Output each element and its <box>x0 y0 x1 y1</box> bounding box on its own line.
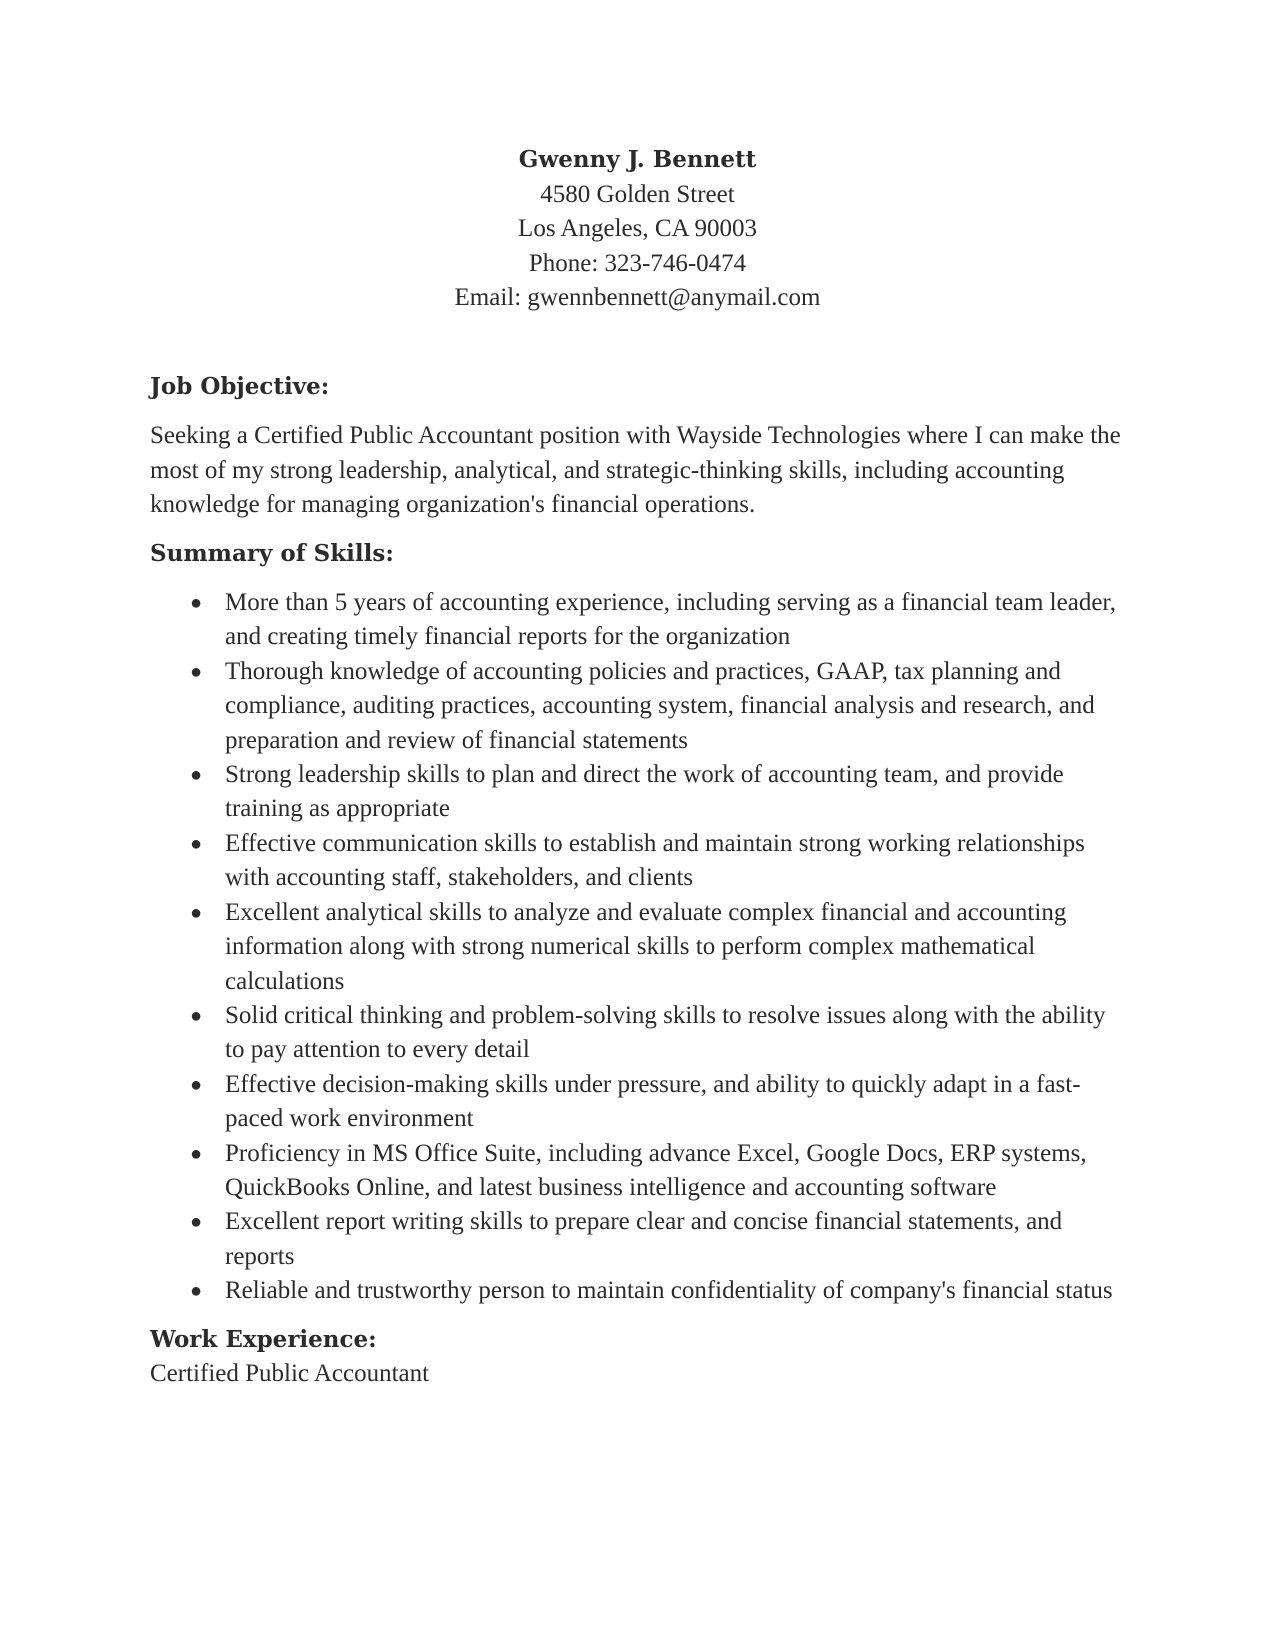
skill-item <box>150 655 1130 758</box>
skill-text: Excellent report writing skills to prepare clear and concise financial statements, and reports <box>225 1208 1063 1270</box>
bullet-icon: ● <box>190 1280 203 1303</box>
experience-heading: Work Experience: <box>150 1325 377 1353</box>
skill-text: Strong leadership skills to plan and direct the work of accounting team, and provide training as appropriate <box>225 761 1064 823</box>
bullet-icon: ● <box>190 901 203 924</box>
skill-item <box>150 999 1130 1068</box>
skill-item <box>150 896 1130 999</box>
bullet-icon: ● <box>190 764 203 787</box>
bullet-icon: ● <box>190 1211 203 1234</box>
phone-number: Phone: 323-746-0474 <box>528 249 747 277</box>
city-state-zip: Los Angeles, CA 90003 <box>518 215 757 242</box>
skill-text: Effective decision-making skills under pressure, and ability to quickly adapt in a fast-paced work environment <box>225 1070 1081 1133</box>
skill-item <box>150 1068 1130 1137</box>
resume-body <box>150 370 1130 1391</box>
contact-header <box>0 143 1275 316</box>
skill-item <box>150 1205 1130 1274</box>
objective-text: Seeking a Certified Public Accountant position with Wayside Technologies where I can make the most of my strong leadership, analytical, and strategic-thinking skills, including accounting knowledge for managing organization's financial operations. <box>150 422 1121 519</box>
job-title: Certified Public Accountant <box>150 1359 430 1387</box>
skill-text: More than 5 years of accounting experience, including serving as a financial team leader, and creating timely financial reports for the organization <box>225 589 1116 651</box>
skills-heading: Summary of Skills: <box>150 539 394 567</box>
bullet-icon: ● <box>190 832 203 855</box>
bullet-icon: ● <box>190 660 203 683</box>
skill-text: Solid critical thinking and problem-solving skills to resolve issues along with the ability to pay attention to every detail <box>225 1001 1106 1064</box>
skill-item <box>150 827 1130 896</box>
skill-item <box>150 1274 1130 1308</box>
applicant-name: Gwenny J. Bennett <box>518 146 757 173</box>
email-address: Email: gwennbennett@anymail.com <box>454 284 821 311</box>
bullet-icon: ● <box>190 1142 203 1165</box>
objective-heading: Job Objective: <box>150 373 330 400</box>
bullet-icon: ● <box>190 592 203 615</box>
skill-text: Reliable and trustworthy person to maintain confidentiality of company's financial status <box>225 1277 1113 1305</box>
skill-item <box>150 758 1130 827</box>
skill-text: Excellent analytical skills to analyze and evaluate complex financial and accounting information along with strong numerical skills to perform complex mathematical calculations <box>225 898 1067 995</box>
skill-item <box>150 1137 1130 1206</box>
skill-item <box>150 586 1130 655</box>
skills-list <box>150 586 1130 1309</box>
bullet-icon: ● <box>190 1073 203 1096</box>
skill-text: Thorough knowledge of accounting policies and practices, GAAP, tax planning and compliance, auditing practices, accounting system, financial analysis and research, and preparation and review of financial statements <box>225 657 1095 754</box>
bullet-icon: ● <box>190 1004 203 1027</box>
skill-text: Effective communication skills to establish and maintain strong working relationships with accounting staff, stakeholders, and clients <box>225 829 1085 892</box>
street-address: 4580 Golden Street <box>540 180 735 208</box>
skill-text: Proficiency in MS Office Suite, including advance Excel, Google Docs, ERP systems, QuickBooks Online, and latest business intelligence and accounting software <box>225 1139 1087 1201</box>
